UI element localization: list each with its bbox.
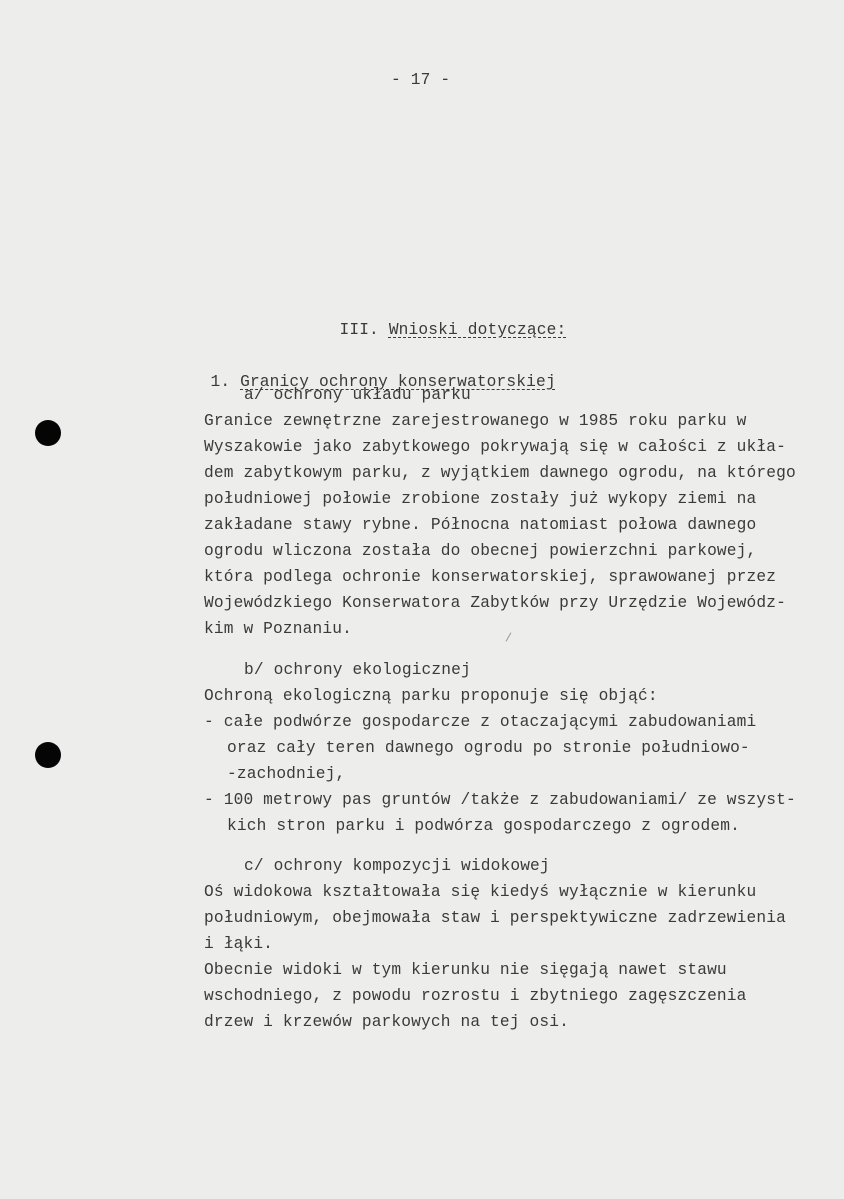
paragraph-a-line: zakładane stawy rybne. Północna natomiast połowa dawnego <box>204 516 757 534</box>
paragraph-a-line: południowej połowie zrobione zostały już wykopy ziemi na <box>204 490 757 508</box>
paragraph-c-line: Obecnie widoki w tym kierunku nie sięgają nawet stawu <box>204 961 727 979</box>
stray-mark <box>506 632 512 641</box>
bullet-1-line: - całe podwórze gospodarcze z otaczającymi zabudowaniami <box>204 713 757 731</box>
paragraph-b-intro: Ochroną ekologiczną parku proponuje się objąć: <box>204 687 658 705</box>
paragraph-c-line: południowym, obejmowała staw i perspektywiczne zadrzewienia <box>204 909 786 927</box>
paragraph-c-line: drzew i krzewów parkowych na tej osi. <box>204 1013 569 1031</box>
page-number: - 17 - <box>391 71 451 89</box>
item-heading-text: Granicy ochrony konserwatorskiej <box>240 373 556 391</box>
paragraph-c-line: i łąki. <box>204 935 274 953</box>
section-title-text: Wnioski dotyczące: <box>388 321 567 339</box>
paragraph-a-line: ogrodu wliczona została do obecnej powierzchni parkowej, <box>204 542 757 560</box>
bullet-1-line: -zachodniej, <box>227 765 346 783</box>
punch-hole-bottom <box>35 742 61 768</box>
subheading-c: c/ ochrony kompozycji widokowej <box>244 857 550 875</box>
section-title <box>300 300 566 360</box>
section-number: III. <box>339 321 379 339</box>
subheading-b: b/ ochrony ekologicznej <box>244 661 471 679</box>
paragraph-c-line: wschodniego, z powodu rozrostu i zbytniego zagęszczenia <box>204 987 747 1005</box>
bullet-2-line: - 100 metrowy pas gruntów /także z zabudowaniami/ ze wszyst- <box>204 791 796 809</box>
item-number: 1. <box>210 373 231 391</box>
paragraph-c-line: Oś widokowa kształtowała się kiedyś wyłącznie w kierunku <box>204 883 757 901</box>
paragraph-a-line: Wojewódzkiego Konserwatora Zabytków przy Urzędzie Wojewódz- <box>204 594 786 612</box>
bullet-2-line: kich stron parku i podwórza gospodarczego z ogrodem. <box>227 817 740 835</box>
paragraph-a-line: kim w Poznaniu. <box>204 620 352 638</box>
paragraph-a-line: która podlega ochronie konserwatorskiej, sprawowanej przez <box>204 568 777 586</box>
paragraph-a-line: dem zabytkowym parku, z wyjątkiem dawnego ogrodu, na którego <box>204 464 796 482</box>
paragraph-a-line: Granice zewnętrzne zarejestrowanego w 1985 roku parku w <box>204 412 747 430</box>
subheading-a: a/ ochrony układu parku <box>244 386 471 404</box>
bullet-1-line: oraz cały teren dawnego ogrodu po stronie południowo- <box>227 739 750 757</box>
punch-hole-top <box>35 420 61 446</box>
paragraph-a-line: Wyszakowie jako zabytkowego pokrywają się w całości z ukła- <box>204 438 786 456</box>
